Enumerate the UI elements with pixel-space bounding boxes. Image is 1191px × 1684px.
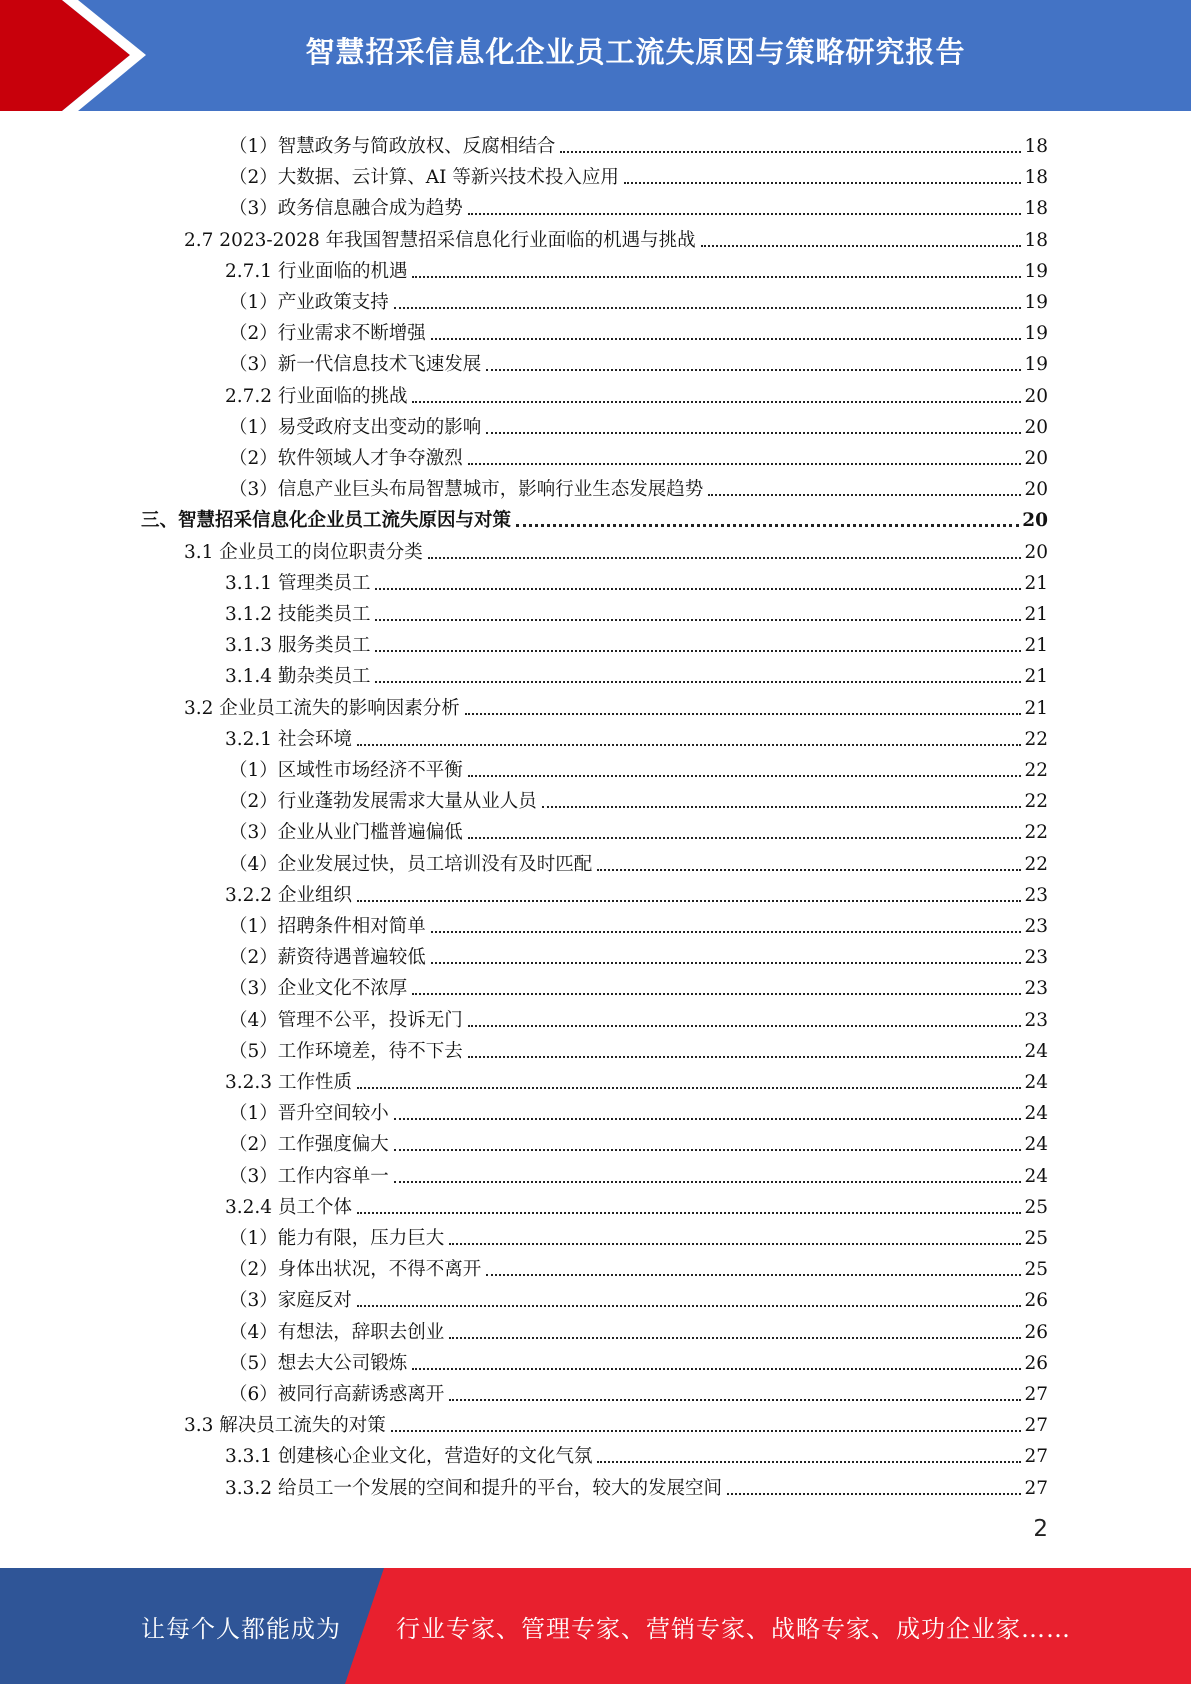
toc-entry-label: 3.2 企业员工流失的影响因素分析 xyxy=(184,697,460,719)
toc-entry-label: 3.1.4 勤杂类员工 xyxy=(225,666,371,688)
toc-dot-leader xyxy=(394,1181,1022,1183)
toc-entry[interactable] xyxy=(229,1375,1048,1406)
toc-dot-leader xyxy=(412,276,1021,278)
toc-dot-leader xyxy=(375,681,1021,683)
toc-dot-leader xyxy=(394,1118,1022,1120)
toc-entry-page: 20 xyxy=(1024,385,1048,407)
toc-entry[interactable] xyxy=(229,127,1048,158)
toc-entry-page: 26 xyxy=(1024,1321,1048,1343)
toc-entry-label: （1）区域性市场经济不平衡 xyxy=(229,760,463,781)
toc-entry[interactable] xyxy=(225,564,1048,595)
toc-entry-page: 22 xyxy=(1024,728,1048,750)
toc-entry-label: 2.7.1 行业面临的机遇 xyxy=(225,260,408,282)
toc-entry[interactable] xyxy=(225,1469,1048,1500)
toc-entry[interactable] xyxy=(229,907,1048,938)
toc-entry-label: 3.1 企业员工的岗位职责分类 xyxy=(184,541,423,563)
toc-entry-label: 3.1.3 服务类员工 xyxy=(225,635,371,657)
toc-entry-page: 20 xyxy=(1024,479,1048,501)
toc-dot-leader xyxy=(375,650,1021,652)
toc-dot-leader xyxy=(431,338,1022,340)
toc-dot-leader xyxy=(357,1305,1022,1307)
toc-entry-label: （2）身体出状况，不得不离开 xyxy=(229,1259,482,1281)
toc-dot-leader xyxy=(375,619,1021,621)
toc-entry-label: （2）软件领域人才争夺激烈 xyxy=(229,448,463,469)
toc-entry[interactable] xyxy=(184,1406,1048,1437)
toc-entry[interactable] xyxy=(229,1125,1048,1156)
toc-dot-leader xyxy=(560,151,1021,153)
toc-entry-label: （1）能力有限，压力巨大 xyxy=(229,1228,445,1249)
toc-entry-label: （5）想去大公司锻炼 xyxy=(229,1352,408,1374)
toc-dot-leader xyxy=(597,1461,1021,1463)
toc-entry-label: 2.7 2023-2028 年我国智慧招采信息化行业面临的机遇与挑战 xyxy=(184,229,696,251)
toc-dot-leader xyxy=(412,1368,1021,1370)
toc-entry[interactable] xyxy=(225,595,1048,626)
toc-entry-label: （2）大数据、云计算、AI 等新兴技术投入应用 xyxy=(229,167,619,189)
toc-entry-label: 3.2.3 工作性质 xyxy=(225,1072,352,1093)
toc-entry-page: 24 xyxy=(1024,1165,1048,1187)
toc-dot-leader xyxy=(391,1430,1022,1432)
toc-entry-page: 27 xyxy=(1024,1477,1048,1499)
toc-entry-page: 21 xyxy=(1024,572,1048,594)
toc-entry-page: 21 xyxy=(1024,604,1048,625)
toc-dot-leader xyxy=(708,494,1021,496)
toc-entry-label: （3）信息产业巨头布局智慧城市，影响行业生态发展趋势 xyxy=(229,479,704,501)
toc-dot-leader xyxy=(542,806,1022,808)
toc-entry[interactable] xyxy=(225,377,1048,408)
toc-entry-page: 26 xyxy=(1024,1352,1048,1374)
toc-entry-label: 3.2.2 企业组织 xyxy=(225,884,352,906)
toc-dot-leader xyxy=(394,307,1022,309)
toc-entry[interactable] xyxy=(229,158,1048,189)
toc-entry-page: 22 xyxy=(1024,760,1048,781)
toc-dot-leader xyxy=(412,401,1021,403)
toc-entry[interactable] xyxy=(229,751,1048,782)
toc-entry[interactable] xyxy=(225,626,1048,657)
toc-entry[interactable] xyxy=(225,876,1048,907)
toc-entry-label: （4）管理不公平，投诉无门 xyxy=(229,1009,463,1031)
toc-entry-label: （1）招聘条件相对简单 xyxy=(229,916,426,937)
toc-dot-leader xyxy=(468,775,1022,777)
toc-entry[interactable] xyxy=(229,1344,1048,1375)
toc-entry-page: 24 xyxy=(1024,1040,1048,1062)
toc-dot-leader xyxy=(375,588,1021,590)
toc-entry-page: 22 xyxy=(1024,791,1048,813)
toc-entry[interactable] xyxy=(229,1313,1048,1344)
toc-dot-leader xyxy=(357,1087,1022,1089)
toc-dot-leader xyxy=(468,1056,1022,1058)
toc-entry[interactable] xyxy=(229,845,1048,876)
toc-entry[interactable] xyxy=(184,221,1048,252)
toc-entry-page: 21 xyxy=(1024,635,1048,657)
toc-dot-leader xyxy=(468,463,1022,465)
toc-entry[interactable] xyxy=(229,1032,1048,1063)
toc-dot-leader xyxy=(468,1025,1022,1027)
toc-entry-label: （2）工作强度偏大 xyxy=(229,1134,389,1156)
toc-entry[interactable] xyxy=(225,1188,1048,1219)
toc-entry-page: 24 xyxy=(1024,1134,1048,1156)
toc-entry-page: 27 xyxy=(1024,1384,1048,1405)
toc-entry-page: 26 xyxy=(1024,1290,1048,1312)
toc-entry-page: 25 xyxy=(1024,1196,1048,1218)
toc-entry-page: 19 xyxy=(1024,292,1048,313)
toc-entry-page: 20 xyxy=(1024,541,1048,563)
header-red-chevron xyxy=(0,0,150,111)
header-red-shape xyxy=(0,0,130,111)
toc-dot-leader xyxy=(486,432,1021,434)
toc-entry[interactable] xyxy=(229,1094,1048,1125)
toc-entry-page: 23 xyxy=(1024,947,1048,969)
toc-entry[interactable] xyxy=(229,345,1048,376)
toc-entry-label: 3.2.4 员工个体 xyxy=(225,1196,352,1218)
toc-entry-label: 3.1.2 技能类员工 xyxy=(225,604,371,625)
toc-entry[interactable] xyxy=(141,501,1048,532)
toc-entry[interactable] xyxy=(229,813,1048,844)
toc-entry-page: 20 xyxy=(1024,416,1048,438)
toc-entry-label: （4）有想法，辞职去创业 xyxy=(229,1321,445,1343)
toc-entry-label: 3.3.1 创建核心企业文化，营造好的文化气氛 xyxy=(225,1446,593,1468)
toc-entry-label: 3.1.1 管理类员工 xyxy=(225,572,371,594)
toc-entry[interactable] xyxy=(225,1437,1048,1468)
toc-entry[interactable] xyxy=(229,314,1048,345)
toc-entry-label: （2）薪资待遇普遍较低 xyxy=(229,947,426,969)
toc-entry-page: 18 xyxy=(1024,167,1048,189)
toc-entry-page: 18 xyxy=(1024,198,1048,220)
toc-entry-label: （6）被同行高薪诱惑离开 xyxy=(229,1384,445,1405)
toc-entry-page: 19 xyxy=(1024,354,1048,376)
toc-entry[interactable] xyxy=(229,782,1048,813)
toc-entry-page: 19 xyxy=(1024,260,1048,282)
toc-entry-page: 20 xyxy=(1022,510,1048,532)
toc-entry-page: 25 xyxy=(1024,1228,1048,1249)
toc-entry-page: 23 xyxy=(1024,1009,1048,1031)
toc-entry-label: （3）工作内容单一 xyxy=(229,1165,389,1187)
toc-entry[interactable] xyxy=(229,283,1048,314)
toc-entry[interactable] xyxy=(229,1157,1048,1188)
footer-slogan-left: 让每个人都能成为 xyxy=(141,1614,341,1643)
toc-entry[interactable] xyxy=(184,689,1048,720)
toc-entry-page: 23 xyxy=(1024,978,1048,1000)
toc-entry[interactable] xyxy=(229,1219,1048,1250)
toc-entry-page: 27 xyxy=(1024,1415,1048,1437)
toc-entry-label: （3）政务信息融合成为趋势 xyxy=(229,198,463,220)
toc-entry[interactable] xyxy=(229,189,1048,220)
toc-entry-label: （1）产业政策支持 xyxy=(229,292,389,313)
toc-entry-label: （3）企业从业门槛普遍偏低 xyxy=(229,822,463,844)
toc-entry-page: 24 xyxy=(1024,1072,1048,1093)
toc-dot-leader xyxy=(727,1493,1021,1495)
toc-entry-label: 3.3 解决员工流失的对策 xyxy=(184,1415,386,1437)
toc-entry-label: （1）易受政府支出变动的影响 xyxy=(229,416,482,438)
toc-entry[interactable] xyxy=(229,408,1048,439)
toc-entry-page: 21 xyxy=(1024,697,1048,719)
toc-dot-leader xyxy=(449,1337,1021,1339)
toc-entry-page: 22 xyxy=(1024,822,1048,844)
toc-dot-leader xyxy=(468,213,1022,215)
toc-entry-label: （3）家庭反对 xyxy=(229,1290,352,1312)
toc-entry-label: （1）智慧政务与简政放权、反腐相结合 xyxy=(229,136,556,157)
toc-dot-leader xyxy=(486,369,1021,371)
page-number: 2 xyxy=(1033,1516,1048,1542)
footer-slogan-right: 行业专家、管理专家、营销专家、战略专家、成功企业家…… xyxy=(396,1614,1071,1643)
toc-dot-leader xyxy=(394,1149,1022,1151)
toc-entry-label: （4）企业发展过快，员工培训没有及时匹配 xyxy=(229,853,593,875)
toc-entry-label: 三、智慧招采信息化企业员工流失原因与对策 xyxy=(141,510,512,532)
page-header xyxy=(0,0,1191,111)
toc-entry[interactable] xyxy=(225,1063,1048,1094)
toc-entry-label: （2）行业蓬勃发展需求大量从业人员 xyxy=(229,791,537,813)
toc-dot-leader xyxy=(431,931,1022,933)
toc-entry-page: 27 xyxy=(1024,1446,1048,1468)
toc-entry-label: 3.3.2 给员工一个发展的空间和提升的平台，较大的发展空间 xyxy=(225,1477,722,1499)
toc-entry[interactable] xyxy=(229,1250,1048,1281)
toc-dot-leader xyxy=(701,245,1022,247)
toc-entry-page: 23 xyxy=(1024,884,1048,906)
toc-dot-leader xyxy=(624,182,1022,184)
toc-entry[interactable] xyxy=(229,1281,1048,1312)
toc-entry[interactable] xyxy=(225,252,1048,283)
toc-entry[interactable] xyxy=(229,938,1048,969)
toc-entry-page: 24 xyxy=(1024,1103,1048,1125)
toc-dot-leader xyxy=(357,1212,1022,1214)
toc-dot-leader xyxy=(465,713,1022,715)
toc-dot-leader xyxy=(357,900,1022,902)
toc-entry[interactable] xyxy=(229,439,1048,470)
toc-entry[interactable] xyxy=(229,1001,1048,1032)
toc-entry-page: 20 xyxy=(1024,448,1048,469)
toc-entry-page: 25 xyxy=(1024,1259,1048,1281)
toc-entry-label: （5）工作环境差，待不下去 xyxy=(229,1040,463,1062)
toc-entry-page: 19 xyxy=(1024,323,1048,345)
toc-entry-page: 22 xyxy=(1024,853,1048,875)
toc-entry-page: 18 xyxy=(1024,136,1048,157)
toc-entry[interactable] xyxy=(184,533,1048,564)
toc-entry-label: （3）新一代信息技术飞速发展 xyxy=(229,354,482,376)
toc-entry[interactable] xyxy=(229,470,1048,501)
toc-entry[interactable] xyxy=(229,969,1048,1000)
toc-entry-page: 23 xyxy=(1024,916,1048,937)
toc-dot-leader xyxy=(428,557,1022,559)
toc-entry-label: （2）行业需求不断增强 xyxy=(229,323,426,345)
toc-entry-label: 3.2.1 社会环境 xyxy=(225,728,352,750)
header-title: 智慧招采信息化企业员工流失原因与策略研究报告 xyxy=(305,34,966,69)
toc-dot-leader xyxy=(449,1399,1021,1401)
toc-entry-label: （3）企业文化不浓厚 xyxy=(229,978,408,1000)
toc-dot-leader xyxy=(597,869,1021,871)
toc-dot-leader xyxy=(357,744,1022,746)
toc-entry-label: 2.7.2 行业面临的挑战 xyxy=(225,385,408,407)
toc-entry-page: 18 xyxy=(1024,229,1048,251)
toc-dot-leader xyxy=(486,1274,1021,1276)
toc-dot-leader xyxy=(516,524,1019,527)
toc-dot-leader xyxy=(412,993,1021,995)
toc-entry[interactable] xyxy=(225,657,1048,688)
toc-entry[interactable] xyxy=(225,720,1048,751)
toc-dot-leader xyxy=(468,837,1022,839)
page-footer xyxy=(0,1568,1191,1684)
toc-dot-leader xyxy=(431,962,1022,964)
toc-entry-page: 21 xyxy=(1024,666,1048,688)
toc-entry-label: （1）晋升空间较小 xyxy=(229,1103,389,1125)
toc-dot-leader xyxy=(449,1243,1021,1245)
